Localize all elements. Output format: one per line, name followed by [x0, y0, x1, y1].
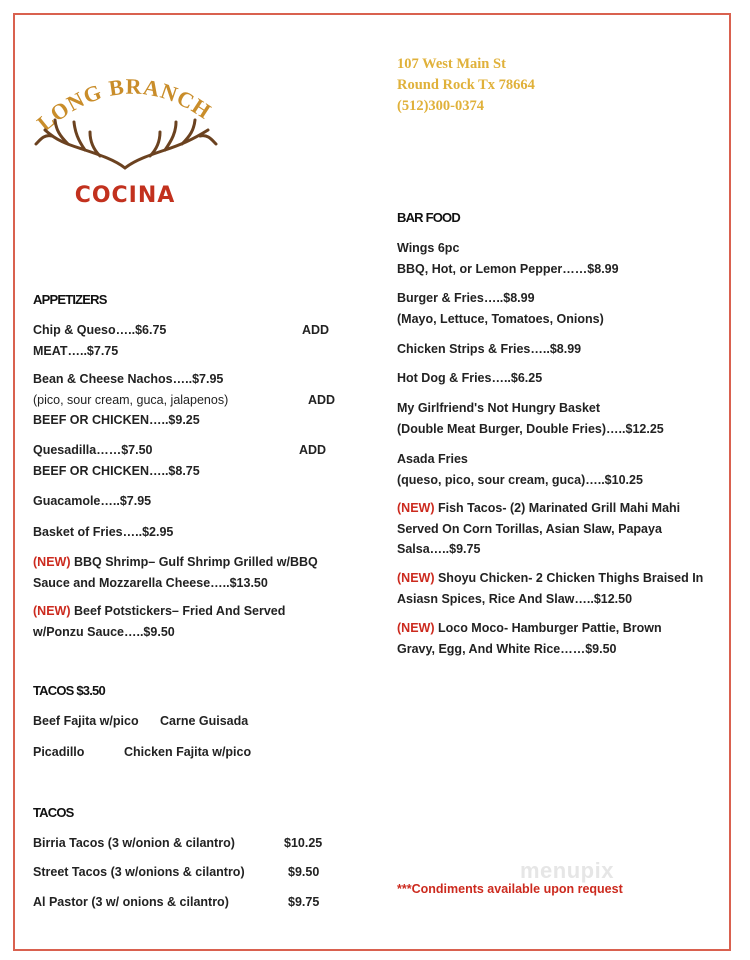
asada-fries-item: Asada Fries — [397, 452, 468, 466]
logo-bottom-text: COCINA — [74, 183, 176, 208]
bean-cheese-add: ADD — [308, 393, 336, 407]
potstickers-item: (NEW) Beef Potstickers– Fried And Served — [33, 604, 286, 618]
chip-queso-item: Chip & Queso…..$6.75 — [33, 323, 167, 337]
bean-cheese-meat: BEEF OR CHICKEN…..$9.25 — [33, 413, 200, 427]
taco-carne-guisada: Carne Guisada — [160, 714, 249, 728]
shoyu-chicken-item: (NEW) Shoyu Chicken- 2 Chicken Thighs Braised In — [397, 571, 704, 585]
antler-logo-icon — [30, 70, 220, 220]
quesadilla-add: ADD — [299, 443, 327, 457]
fish-tacos-item: (NEW) Fish Tacos- (2) Marinated Grill Mahi Mahi — [397, 501, 681, 515]
svg-text:LONG BRANCH — [32, 74, 216, 136]
new-tag: (NEW) — [33, 604, 71, 618]
condiments-note: ***Condiments available upon request — [397, 882, 623, 896]
appetizers-heading: APPETIZERS — [33, 292, 107, 307]
girlfriend-basket-item: My Girlfriend's Not Hungry Basket — [397, 401, 601, 415]
hot-dog-item: Hot Dog & Fries…..$6.25 — [397, 371, 543, 385]
new-tag: (NEW) — [397, 621, 435, 635]
new-tag: (NEW) — [33, 555, 71, 569]
street-tacos-price: $9.50 — [288, 865, 320, 879]
al-pastor-price: $9.75 — [288, 895, 320, 909]
address-street: 107 West Main St — [397, 56, 506, 72]
quesadilla-item: Quesadilla……$7.50 — [33, 443, 153, 457]
fish-tacos-price: Salsa…..$9.75 — [397, 542, 481, 556]
birria-tacos-price: $10.25 — [284, 836, 323, 850]
quesadilla-meat: BEEF OR CHICKEN…..$8.75 — [33, 464, 200, 478]
chicken-strips-item: Chicken Strips & Fries…..$8.99 — [397, 342, 582, 356]
new-tag: (NEW) — [397, 501, 435, 515]
chip-queso-meat: MEAT…..$7.75 — [33, 344, 119, 358]
potstickers-desc: w/Ponzu Sauce…..$9.50 — [33, 625, 175, 639]
shoyu-chicken-desc: Asiasn Spices, Rice And Slaw…..$12.50 — [397, 592, 633, 606]
bbq-shrimp-desc: Sauce and Mozzarella Cheese…..$13.50 — [33, 576, 268, 590]
loco-moco-desc: Gravy, Egg, And White Rice……$9.50 — [397, 642, 617, 656]
chip-queso-add: ADD — [302, 323, 330, 337]
address-city: Round Rock Tx 78664 — [397, 77, 535, 93]
new-tag: (NEW) — [397, 571, 435, 585]
address-block — [397, 54, 535, 117]
guacamole-item: Guacamole…..$7.95 — [33, 494, 152, 508]
street-tacos-item: Street Tacos (3 w/onions & cilantro) — [33, 865, 245, 879]
wings-item: Wings 6pc — [397, 241, 460, 255]
al-pastor-item: Al Pastor (3 w/ onions & cilantro) — [33, 895, 229, 909]
basket-fries-item: Basket of Fries…..$2.95 — [33, 525, 174, 539]
address-phone: (512)300-0374 — [397, 98, 484, 114]
taco-beef-fajita: Beef Fajita w/pico — [33, 714, 139, 728]
bbq-shrimp-item: (NEW) BBQ Shrimp– Gulf Shrimp Grilled w/BBQ — [33, 555, 318, 569]
restaurant-logo — [30, 70, 220, 220]
loco-moco-item: (NEW) Loco Moco- Hamburger Pattie, Brown — [397, 621, 662, 635]
asada-fries-desc: (queso, pico, sour cream, guca)…..$10.25 — [397, 473, 643, 487]
fish-tacos-desc: Served On Corn Torillas, Asian Slaw, Papaya — [397, 522, 662, 536]
logo-top-text: LONG BRANCH — [32, 73, 217, 136]
burger-fries-item: Burger & Fries…..$8.99 — [397, 291, 535, 305]
bean-cheese-detail: (pico, sour cream, guca, jalapenos) — [33, 393, 229, 407]
tacos-350-heading: TACOS $3.50 — [33, 683, 105, 698]
birria-tacos-item: Birria Tacos (3 w/onion & cilantro) — [33, 836, 235, 850]
bar-food-heading: BAR FOOD — [397, 210, 460, 225]
wings-flavors: BBQ, Hot, or Lemon Pepper……$8.99 — [397, 262, 619, 276]
bean-cheese-nachos-item: Bean & Cheese Nachos…..$7.95 — [33, 372, 224, 386]
girlfriend-basket-desc: (Double Meat Burger, Double Fries)…..$12.25 — [397, 422, 664, 436]
menupix-watermark: menupix — [520, 858, 614, 883]
burger-toppings: (Mayo, Lettuce, Tomatoes, Onions) — [397, 312, 604, 326]
taco-picadillo: Picadillo — [33, 745, 85, 759]
tacos-heading: TACOS — [33, 805, 74, 820]
taco-chicken-fajita: Chicken Fajita w/pico — [124, 745, 252, 759]
